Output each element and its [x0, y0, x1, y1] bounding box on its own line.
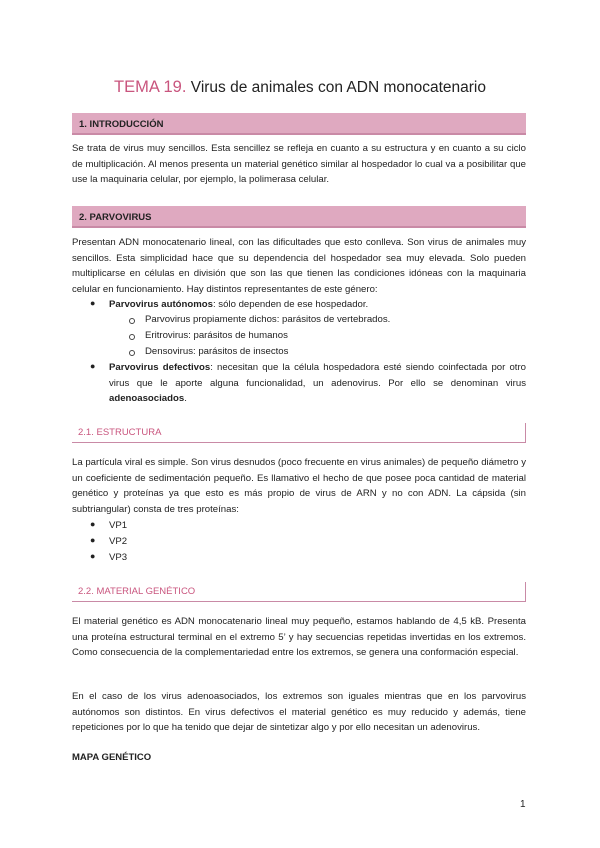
bullet-dot: ● — [90, 519, 96, 529]
section-heading-introduccion: 1. INTRODUCCIÓN — [72, 113, 526, 135]
bullet-bold-term: adenoasociados — [109, 393, 185, 405]
subsection-heading-material-genetico: 2.2. MATERIAL GENÉTICO — [72, 582, 526, 602]
sub-bullet-densovirus: Densovirus: parásitos de insectos — [145, 346, 289, 357]
bullet-bold-label: Parvovirus defectivos — [109, 362, 211, 373]
bullet-text: : necesitan que la célula hospedadora esté siendo coinfectada por otro virus que le aporte alguna funcionalidad, un adenovirus. Por ello se denominan virus — [109, 362, 527, 389]
title-prefix: TEMA 19. — [114, 78, 187, 96]
bullet-dot: ● — [90, 298, 96, 308]
bullet-text: : sólo dependen de ese hospedador. — [212, 299, 369, 310]
page-number: 1 — [520, 799, 526, 810]
bullet-dot: ● — [90, 361, 96, 371]
mapa-genetico-heading: MAPA GENÉTICO — [72, 752, 152, 763]
sub-bullet-eritrovirus: Eritrovirus: parásitos de humanos — [145, 330, 288, 341]
protein-item: VP1 — [109, 520, 128, 531]
bullet-dot: ● — [90, 551, 96, 561]
section-heading-parvovirus: 2. PARVOVIRUS — [72, 206, 526, 228]
sub-bullet-circle — [129, 318, 135, 324]
bullet-end: . — [184, 393, 187, 405]
estructura-paragraph: La partícula viral es simple. Son virus desnudos (poco frecuente en virus animales) de pequeño diámetro y un coeficiente de sedimentación pequeño. Es llamativo el hecho de que posee poca cantidad de material genético y proteínas ya que esto es más propio de virus de ARN y no con ADN. La cápsida (sin subtriangular) consta de tres proteínas: — [72, 457, 526, 515]
material-genetico-paragraph-2: En el caso de los virus adenoasociados, los extremos son iguales mientras que en los parvovirus autónomos son distintos. En virus defectivos el material genético es muy reducido y además, tiene repeticiones por lo que ha tenido que dejar de sintetizar algo y por ello necesitan un adenovirus. — [72, 691, 526, 734]
subsection-heading-estructura: 2.1. ESTRUCTURA — [72, 423, 526, 443]
page-title — [0, 78, 600, 97]
bullet-bold-label: Parvovirus autónomos — [109, 299, 213, 310]
bullet-parvovirus-autonomos — [109, 297, 529, 313]
protein-item: VP3 — [109, 552, 128, 563]
title-text: Virus de animales con ADN monocatenario — [190, 79, 486, 96]
sub-bullet-parvovirus-propiamente: Parvovirus propiamente dichos: parásitos de vertebrados. — [145, 314, 391, 325]
protein-item: VP2 — [109, 536, 128, 547]
intro-paragraph: Se trata de virus muy sencillos. Esta sencillez se refleja en cuanto a su estructura y en cuanto a su ciclo de multiplicación. Al menos presenta un material genético similar al hospedador lo cual va a posibilitar que use la maquinaria celular, por ejemplo, la polimerasa celular. — [72, 143, 526, 186]
sub-bullet-circle — [129, 350, 135, 356]
sub-bullet-circle — [129, 334, 135, 340]
bullet-parvovirus-defectivos — [109, 360, 526, 407]
material-genetico-paragraph-1: El material genético es ADN monocatenario lineal muy pequeño, estamos hablando de 4,5 kB. Presenta una proteína estructural terminal en el extremo 5’ y hay secuencias repetidas invertidas en los extremos. Como consecuencia de la complementariedad entre los extremos, se genera una conformación especial. — [72, 616, 526, 659]
bullet-dot: ● — [90, 535, 96, 545]
parvovirus-paragraph: Presentan ADN monocatenario lineal, con las dificultades que esto conlleva. Son virus de animales muy sencillos. Esta simplicidad hace que su dependencia del hospedador sea muy elevada. Solo pueden multiplicarse en células en división que son las que tienen las condiciones idóneas con la maquinaria celular en funcionamiento. Hay distintos representantes de este género: — [72, 237, 526, 295]
